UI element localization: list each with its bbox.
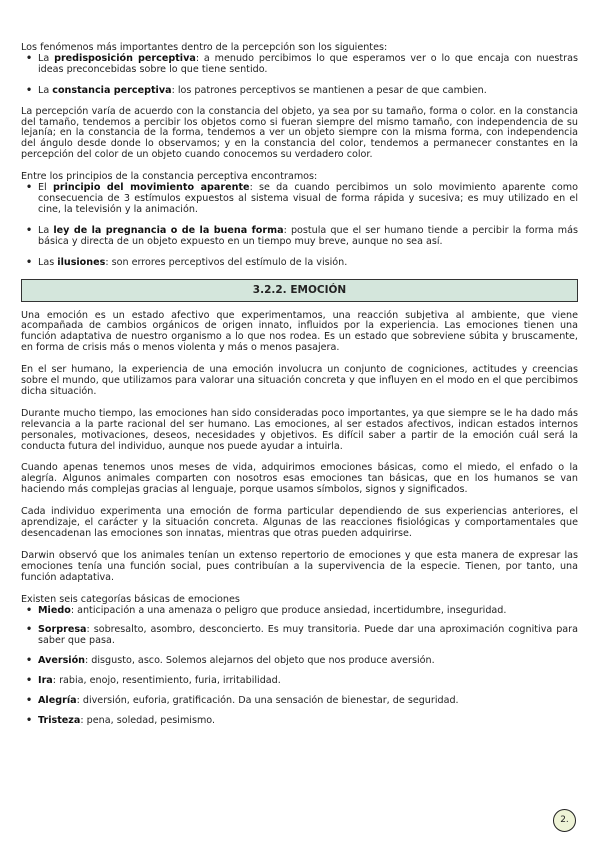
categories-intro: Existen seis categorías básicas de emociones [21, 593, 240, 605]
emotion-paragraph: Una emoción es un estado afectivo que experimentamos, una reacción subjetiva al ambiente, que viene acompañada de cambios orgánicos de origen innato, influidos por la experiencia. Las emociones tienen una función adaptativa de nuestro organismo a lo que nos rodea. Es un estado que sobreviene súbita y bruscamente, en forma de crisis más o menos violenta y más o menos pasajera. [21, 309, 578, 354]
definition: : son errores perceptivos del estímulo de la visión. [105, 256, 348, 268]
principles-list [21, 183, 578, 268]
emotion-paragraph: Cada individuo experimenta una emoción de forma particular dependiendo de sus experiencias anteriores, el aprendizaje, el carácter y la situación concreta. Algunas de las reacciones fisiológicas y comportamentales que desencadenan las emociones son innatas, mientras que otras pueden adquirirse. [21, 506, 578, 539]
list-item: • La constancia perceptiva: los patrones perceptivos se mantienen a pesar de que cambien. [21, 86, 578, 97]
list-item [21, 226, 578, 248]
document-page [21, 43, 578, 727]
term: principio del movimiento aparente [52, 182, 250, 194]
emotion-paragraph: Cuando apenas tenemos unos meses de vida, adquirimos emociones básicas, como el miedo, el enfado o la alegría. Algunos animales comparten con nosotros esas emociones tan básicas, que en los humanos se van haciendo más complejas gracias al lenguaje, porque usamos símbolos, signos y significados. [21, 462, 578, 496]
definition: : a menudo percibimos lo que esperamos ver o lo que encaja con nuestras ideas preconcebidas sobre lo que tiene sentido. [38, 52, 578, 75]
definition: : los patrones perceptivos se mantienen a pesar de que cambien. [171, 84, 487, 96]
section-heading: 3.2.2. EMOCIÓN [21, 279, 578, 302]
principles-intro: Entre los principios de la constancia perceptiva encontramos: [21, 171, 318, 183]
term: Sorpresa [38, 624, 87, 636]
definition: : anticipación a una amenaza o peligro que produce ansiedad, incertidumbre, inseguridad. [70, 604, 507, 616]
emotion-paragraph: Darwin observó que los animales tenían un extenso repertorio de emociones y que esta manera de expresar las emociones tenía una función social, pues contribuían a la supervivencia de la especie. Tienen, por tanto, una función adaptativa. [21, 549, 578, 583]
list-item [21, 606, 578, 617]
article: El [38, 182, 53, 194]
emotion-paragraph: En el ser humano, la experiencia de una emoción involucra un conjunto de cogniciones, actitudes y creencias sobre el mundo, que utilizamos para valorar una situación concreta y que influyen en el modo en el que percibimos dicha situación. [21, 364, 578, 397]
constancy-paragraph: La percepción varía de acuerdo con la constancia del objeto, ya sea por su tamaño, forma o color. en la constancia del tamaño, tendemos a percibir los objetos como si fueran siempre del mismo tamaño, con independencia de su lejanía; en la constancia de la forma, tendemos a ver un objeto siempre con la misma forma, con independencia del ángulo desde donde lo observamos; y en la constancia del color, tendemos a permanecer constantes en la percepción del color de un objeto cuando conocemos su verdadero color. [21, 105, 578, 161]
list-item [21, 716, 578, 727]
definition: : pena, soledad, pesimismo. [80, 714, 216, 726]
term: ilusiones [57, 256, 106, 268]
list-item [21, 183, 578, 216]
intro-text: Los fenómenos más importantes dentro de la percepción son los siguientes: [21, 42, 388, 53]
definition: : postula que el ser humano tiende a percibir la forma más básica y directa de un objeto expuesto en un tiempo muy breve, aunque no sea así. [38, 224, 579, 247]
list-item: • La predisposición perceptiva: a menudo percibimos lo que esperamos ver o lo que encaja con nuestras ideas preconcebidas sobre lo que tiene sentido. [21, 54, 578, 76]
list-item [21, 656, 578, 667]
term: Aversión [38, 655, 85, 667]
article: Las [38, 256, 58, 268]
list-item [21, 625, 578, 647]
emotion-paragraph: Durante mucho tiempo, las emociones han sido consideradas poco importantes, ya que siempre se le ha dado más relevancia a la parte racional del ser humano. Las emociones, al ser estados afectivos, indican estados internos personales, motivaciones, deseos, necesidades y objetivos. Es difícil saber a partir de la emoción cuál será la conducta futura del individuo, aunque nos puede ayudar a intuirla. [21, 407, 578, 452]
article: La [38, 224, 54, 236]
term: Miedo [38, 604, 71, 616]
emotion-categories-list [21, 606, 578, 727]
term: Tristeza [38, 714, 81, 726]
term: predisposición perceptiva [54, 52, 196, 64]
definition: : se da cuando percibimos un solo movimiento aparente como consecuencia de 3 estímulos expuestos al sistema visual de forma rápida y sucesiva; es muy utilizado en el cine, la televisión y la animación. [38, 182, 579, 215]
phenomena-list [21, 54, 578, 97]
term: ley de la pregnancia o de la buena forma [53, 224, 284, 236]
list-item [21, 258, 578, 269]
page-number-badge: 2. [553, 809, 576, 832]
list-item [21, 696, 578, 707]
definition: : disgusto, asco. Solemos alejarnos del objeto que nos produce aversión. [85, 655, 435, 667]
term: constancia perceptiva [52, 84, 172, 96]
list-item [21, 676, 578, 687]
definition: : diversión, euforia, gratificación. Da una sensación de bienestar, de seguridad. [76, 695, 459, 707]
term: Ira [38, 675, 53, 687]
definition: : rabia, enojo, resentimiento, furia, irritabilidad. [52, 675, 281, 687]
definition: : sobresalto, asombro, desconcierto. Es muy transitoria. Puede dar una aproximación cognitiva para saber que pasa. [38, 624, 578, 647]
term: Alegría [38, 695, 77, 707]
